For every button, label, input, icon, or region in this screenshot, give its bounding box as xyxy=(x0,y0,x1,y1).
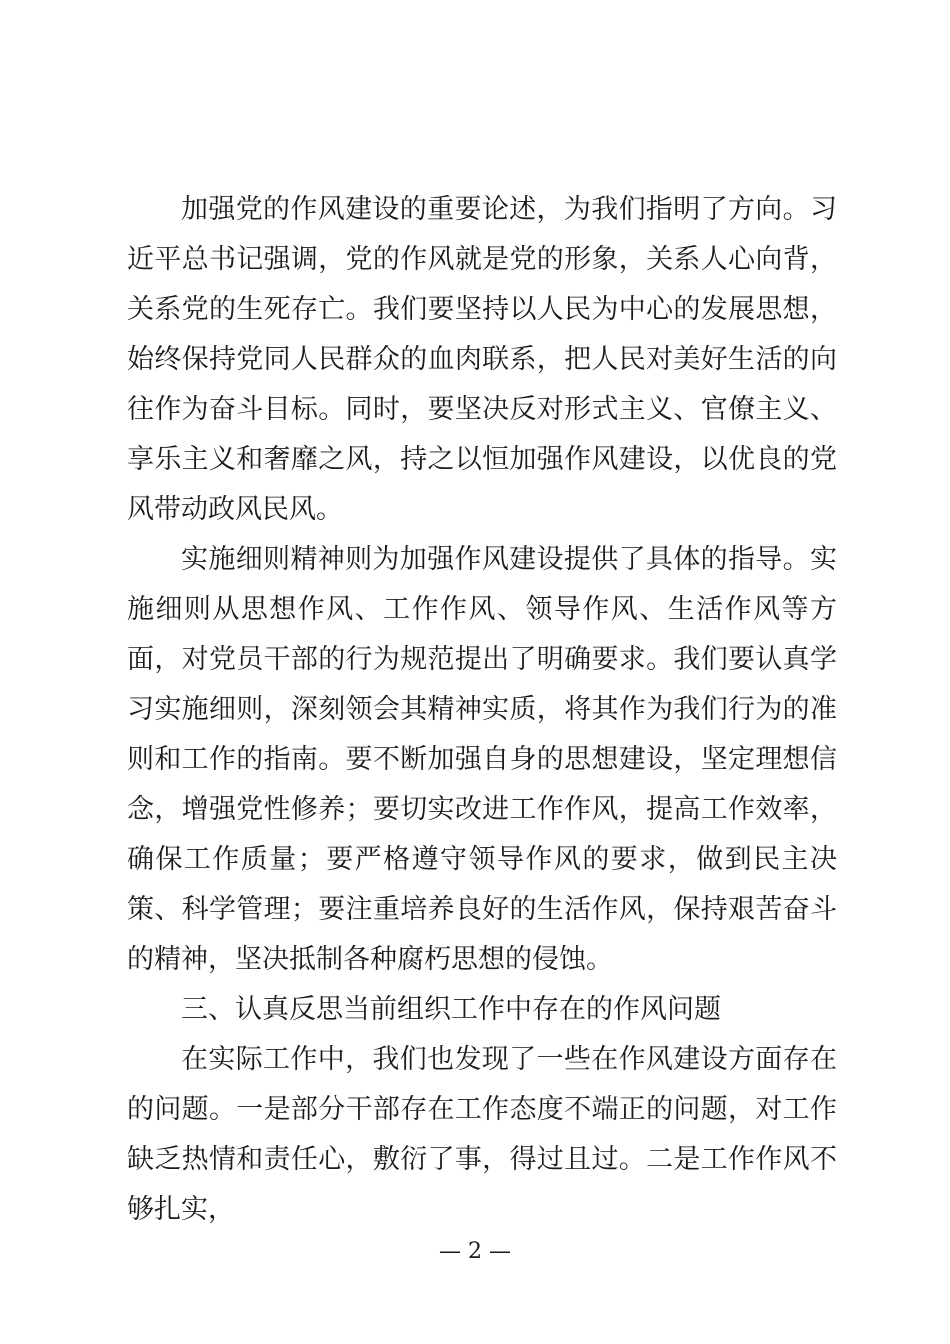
page-number: — 2 — xyxy=(439,1239,511,1264)
section-heading-three: 三、认真反思当前组织工作中存在的作风问题 xyxy=(181,994,721,1025)
paragraph-party-style-remarks: 加强党的作风建设的重要论述，为我们指明了方向。习近平总书记强调，党的作风就是党的形象，关系人心向背，关系党的生死存亡。我们要坚持以人民为中心的发展思想，始终保持党同人民群众的血肉联系，把人民对美好生活的向往作为奋斗目标。同时，要坚决反对形式主义、官僚主义、享乐主义和奢靡之风，持之以恒加强作风建设，以优良的党风带动政风民风。 xyxy=(127,194,837,525)
document-body xyxy=(127,185,837,1235)
paragraph-problems-found: 在实际工作中，我们也发现了一些在作风建设方面存在的问题。一是部分干部存在工作态度不端正的问题，对工作缺乏热情和责任心，敷衍了事，得过且过。二是工作作风不够扎实， xyxy=(127,1044,837,1225)
paragraph-implementation-rules: 实施细则精神则为加强作风建设提供了具体的指导。实施细则从思想作风、工作作风、领导作风、生活作风等方面，对党员干部的行为规范提出了明确要求。我们要认真学习实施细则，深刻领会其精神实质，将其作为我们行为的准则和工作的指南。要不断加强自身的思想建设，坚定理想信念，增强党性修养；要切实改进工作作风，提高工作效率，确保工作质量；要严格遵守领导作风的要求，做到民主决策、科学管理；要注重培养良好的生活作风，保持艰苦奋斗的精神，坚决抵制各种腐朽思想的侵蚀。 xyxy=(127,544,837,975)
